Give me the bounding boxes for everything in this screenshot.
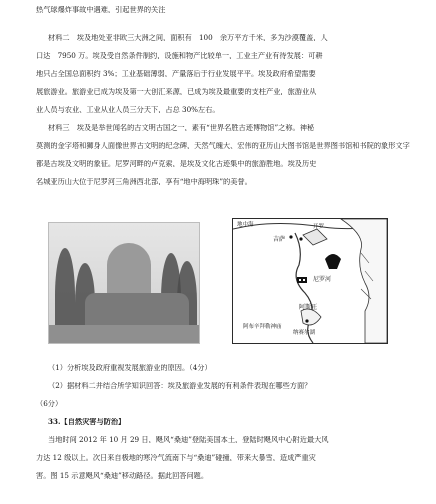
section-33-title: 33.【自然灾害与防治】: [48, 418, 126, 426]
text-line-3: 口达 7950 万。埃及受自然条件制约，设施和物产比较单一，工业主产业有待发展：可耕: [36, 52, 323, 60]
paragraph-line-3: 害。图 15 示意飓风“桑迪”移动路径。据此回答问题。: [36, 472, 209, 480]
text-line-2: 材料二 埃及地处亚非欧三大洲之间，面积有 100 余万平方千米，多为沙漠覆盖，人: [48, 34, 328, 42]
egypt-map: [232, 218, 388, 344]
text-line-7: 材料三 埃及是举世闻名的古文明古国之一，素有“世界名胜古迹博物馆”之称。神秘: [48, 124, 315, 132]
map-label-aswan: 阿斯旺: [299, 304, 318, 311]
text-line-9: 都是古埃及文明的象征。尼罗河畔的卢克索，是埃及文化古迹集中的旅游胜地。埃及历史: [36, 160, 317, 168]
map-label-sea: 地中海: [237, 222, 254, 228]
question-2: （2）据材料二并结合所学知识回答：埃及旅游业发展的有利条件表现在哪些方面？: [48, 382, 312, 390]
sphinx-photo: [48, 222, 200, 344]
text-line-1: 热气球爆炸事故中遇难，引起世界的关注: [36, 6, 166, 14]
map-label-giza: 吉萨: [273, 236, 286, 243]
text-line-6: 业人员与农业、工业从业人员三分天下，占总 30%左右。: [36, 106, 220, 114]
text-line-5: 展旅游业。旅游业已成为埃及第一大创汇来源，已成为埃及最重要的支柱产业，旅游业从: [36, 88, 317, 96]
photo-ground: [49, 325, 199, 343]
paragraph-line-1: 当地时间 2012 年 10 月 29 日，飓风“桑迪”登陆美国本土，登陆时飓风中心附近最大风: [48, 436, 329, 444]
question-2-points: （6分）: [36, 400, 63, 408]
map-label-temple: 阿布辛拜勒神庙: [243, 324, 282, 330]
map-label-cairo: 开罗: [313, 224, 325, 230]
map-label-river: 尼罗河: [313, 276, 332, 283]
text-line-10: 名城亚历山大位于尼罗河三角洲西北部，享有“地中海明珠”的美誉。: [36, 178, 252, 186]
text-line-8: 莫测的金字塔和狮身人面像世界古文明的纪念碑，天然气魄大、宏伟的亚历山大图书馆是世界图书馆和书院的象形文字: [36, 142, 410, 150]
text-line-4: 地只占全国总面积约 3%；工业基础薄弱，产量落后于行业发展平平。埃及政府希望需要: [36, 70, 316, 78]
map-label-lake: 纳赛尔湖: [293, 330, 316, 336]
paragraph-line-2: 力达 12 级以上。次日来自极地的寒冷气流南下与“桑迪”碰撞，带来大暴雪，造成严重灾: [36, 454, 316, 462]
question-1: （1）分析埃及政府重视发展旅游业的原因。（4分）: [48, 364, 212, 372]
